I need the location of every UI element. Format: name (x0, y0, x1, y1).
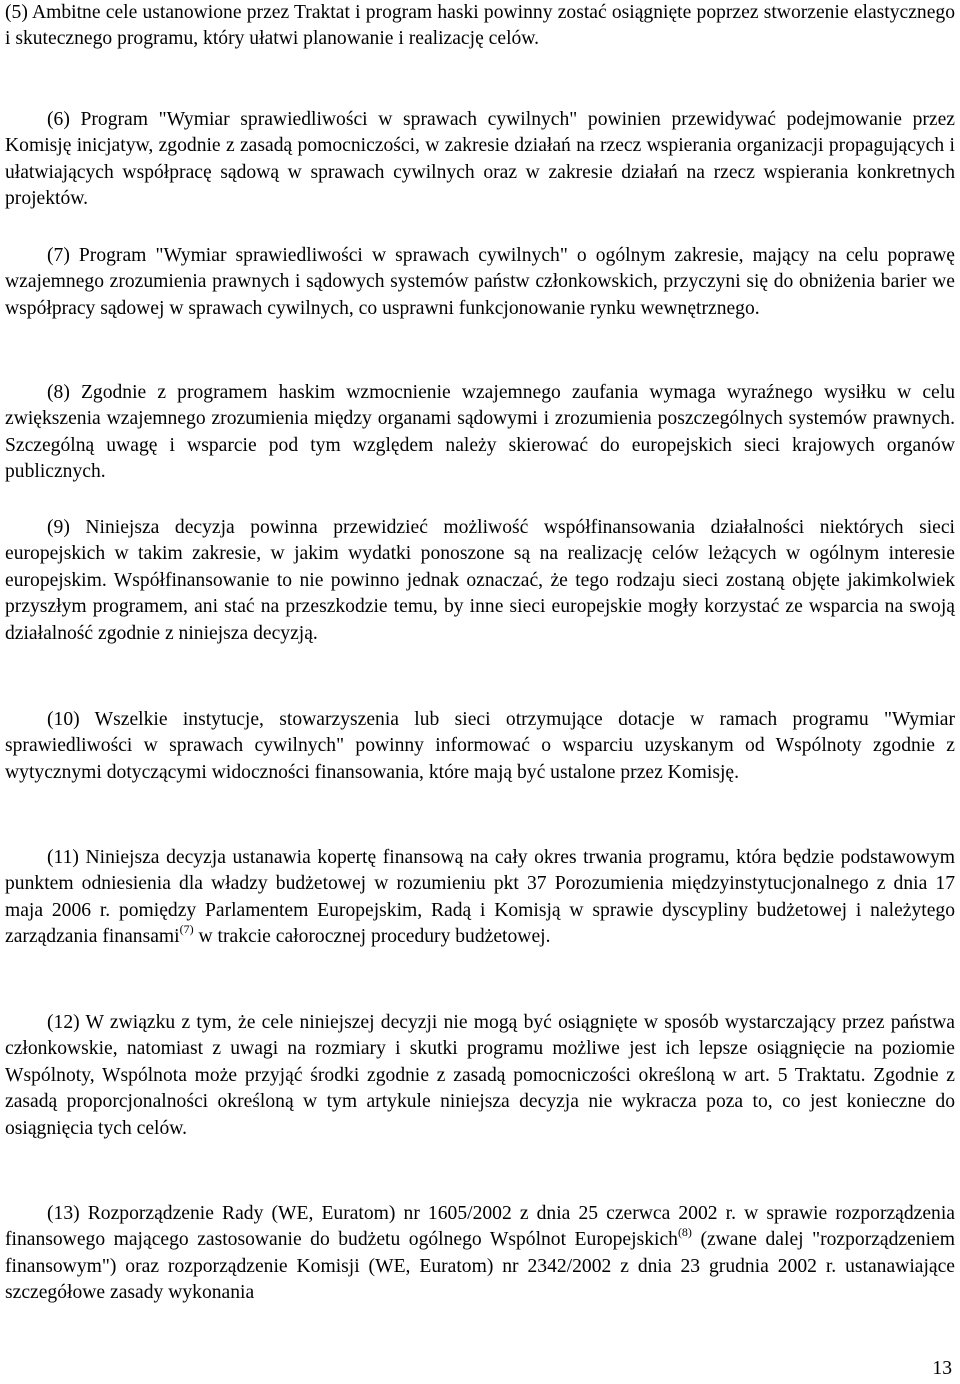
footnote-ref-7: (7) (179, 922, 194, 937)
paragraph-12: (12) W związku z tym, że cele niniejszej decyzji nie mogą być osiągnięte w sposób wystarczający przez państwa członkowskie, natomiast z uwagi na rozmiary i skutki programu możliwe jest ich lepsze osiągnięcie na poziomie Wspólnoty, Wspólnota może przyjąć środki zgodnie z zasadą pomocniczości określoną w art. 5 Traktatu. Zgodnie z zasadą proporcjonalności określoną w tym artykule niniejsza decyzja nie wykracza poza to, co jest konieczne do osiągnięcia tych celów. (5, 1012, 955, 1139)
paragraph-11 (5, 845, 955, 951)
paragraph-8: (8) Zgodnie z programem haskim wzmocnienie wzajemnego zaufania wymaga wyraźnego wysiłku w celu zwiększenia wzajemnego zrozumienia między organami sądowymi i zrozumienia poszczególnych systemów prawnych. Szczególną uwagę i wsparcie pod tym względem należy skierować do europejskich sieci krajowych organów publicznych. (5, 382, 955, 483)
paragraph-11-text: (11) Niniejsza decyzja ustanawia kopertę finansową na cały okres trwania programu, która będzie podstawowym punktem odniesienia dla władzy budżetowej w rozumieniu pkt 37 Porozumienia międzyinstytucjonalnego z dnia 17 maja 2006 r. pomiędzy Parlamentem Europejskim, Radą i Komisją w sprawie dyscypliny budżetowej i należytego zarządzania finansami (5, 847, 955, 948)
page-number: 13 (932, 1358, 952, 1379)
paragraph-7: (7) Program "Wymiar sprawiedliwości w sprawach cywilnych" o ogólnym zakresie, mający na celu poprawę wzajemnego zrozumienia prawnych i sądowych systemów państw członkowskich, przyczyni się do obniżenia barier we współpracy sądowej w sprawach cywilnych, co usprawni funkcjonowanie rynku wewnętrznego. (5, 245, 955, 319)
paragraph-13-text-end: (zwane dalej "rozporządzeniem finansowym") oraz rozporządzenie Komisji (WE, Euratom) nr 2342/2002 z dnia 23 grudnia 2002 r. ustanawiające szczegółowe zasady wykonania (5, 1229, 955, 1304)
paragraph-5: (5) Ambitne cele ustanowione przez Traktat i program haski powinny zostać osiągnięte poprzez stworzenie elastycznego i skutecznego programu, który ułatwi planowanie i realizację celów. (5, 2, 955, 50)
paragraph-6: (6) Program "Wymiar sprawiedliwości w sprawach cywilnych" powinien przewidywać podejmowanie przez Komisję inicjatyw, zgodnie z zasadą pomocniczości, w zakresie działań na rzecz wspierania organizacji propagujących i ułatwiających współpracę sądową w sprawach cywilnych oraz w zakresie działań na rzecz wspierania konkretnych projektów. (5, 109, 955, 210)
paragraph-11-text-end: w trakcie całorocznej procedury budżetowej. (193, 926, 551, 948)
paragraph-10: (10) Wszelkie instytucje, stowarzyszenia lub sieci otrzymujące dotacje w ramach programu "Wymiar sprawiedliwości w sprawach cywilnych" powinny informować o wsparciu uzyskanym od Wspólnoty zgodnie z wytycznymi dotyczącymi widoczności finansowania, które mają być ustalone przez Komisję. (5, 709, 955, 783)
paragraph-13 (5, 1201, 955, 1307)
footnote-ref-8: (8) (677, 1225, 692, 1240)
paragraph-9: (9) Niniejsza decyzja powinna przewidzieć możliwość współfinansowania działalności niektórych sieci europejskich w takim zakresie, w jakim wydatki ponoszone są na realizację celów leżących w ogólnym interesie europejskim. Współfinansowanie to nie powinno jednak oznaczać, że tego rodzaju sieci zostaną objęte jakimkolwiek przyszłym programem, ani stać na przeszkodzie temu, by inne sieci europejskie mogły korzystać ze wsparcia na swoją działalność zgodnie z niniejsza decyzją. (5, 517, 955, 644)
paragraph-13-text: (13) Rozporządzenie Rady (WE, Euratom) nr 1605/2002 z dnia 25 czerwca 2002 r. w sprawie rozporządzenia finansowego mającego zastosowanie do budżetu ogólnego Wspólnot Europejskich (5, 1203, 955, 1251)
